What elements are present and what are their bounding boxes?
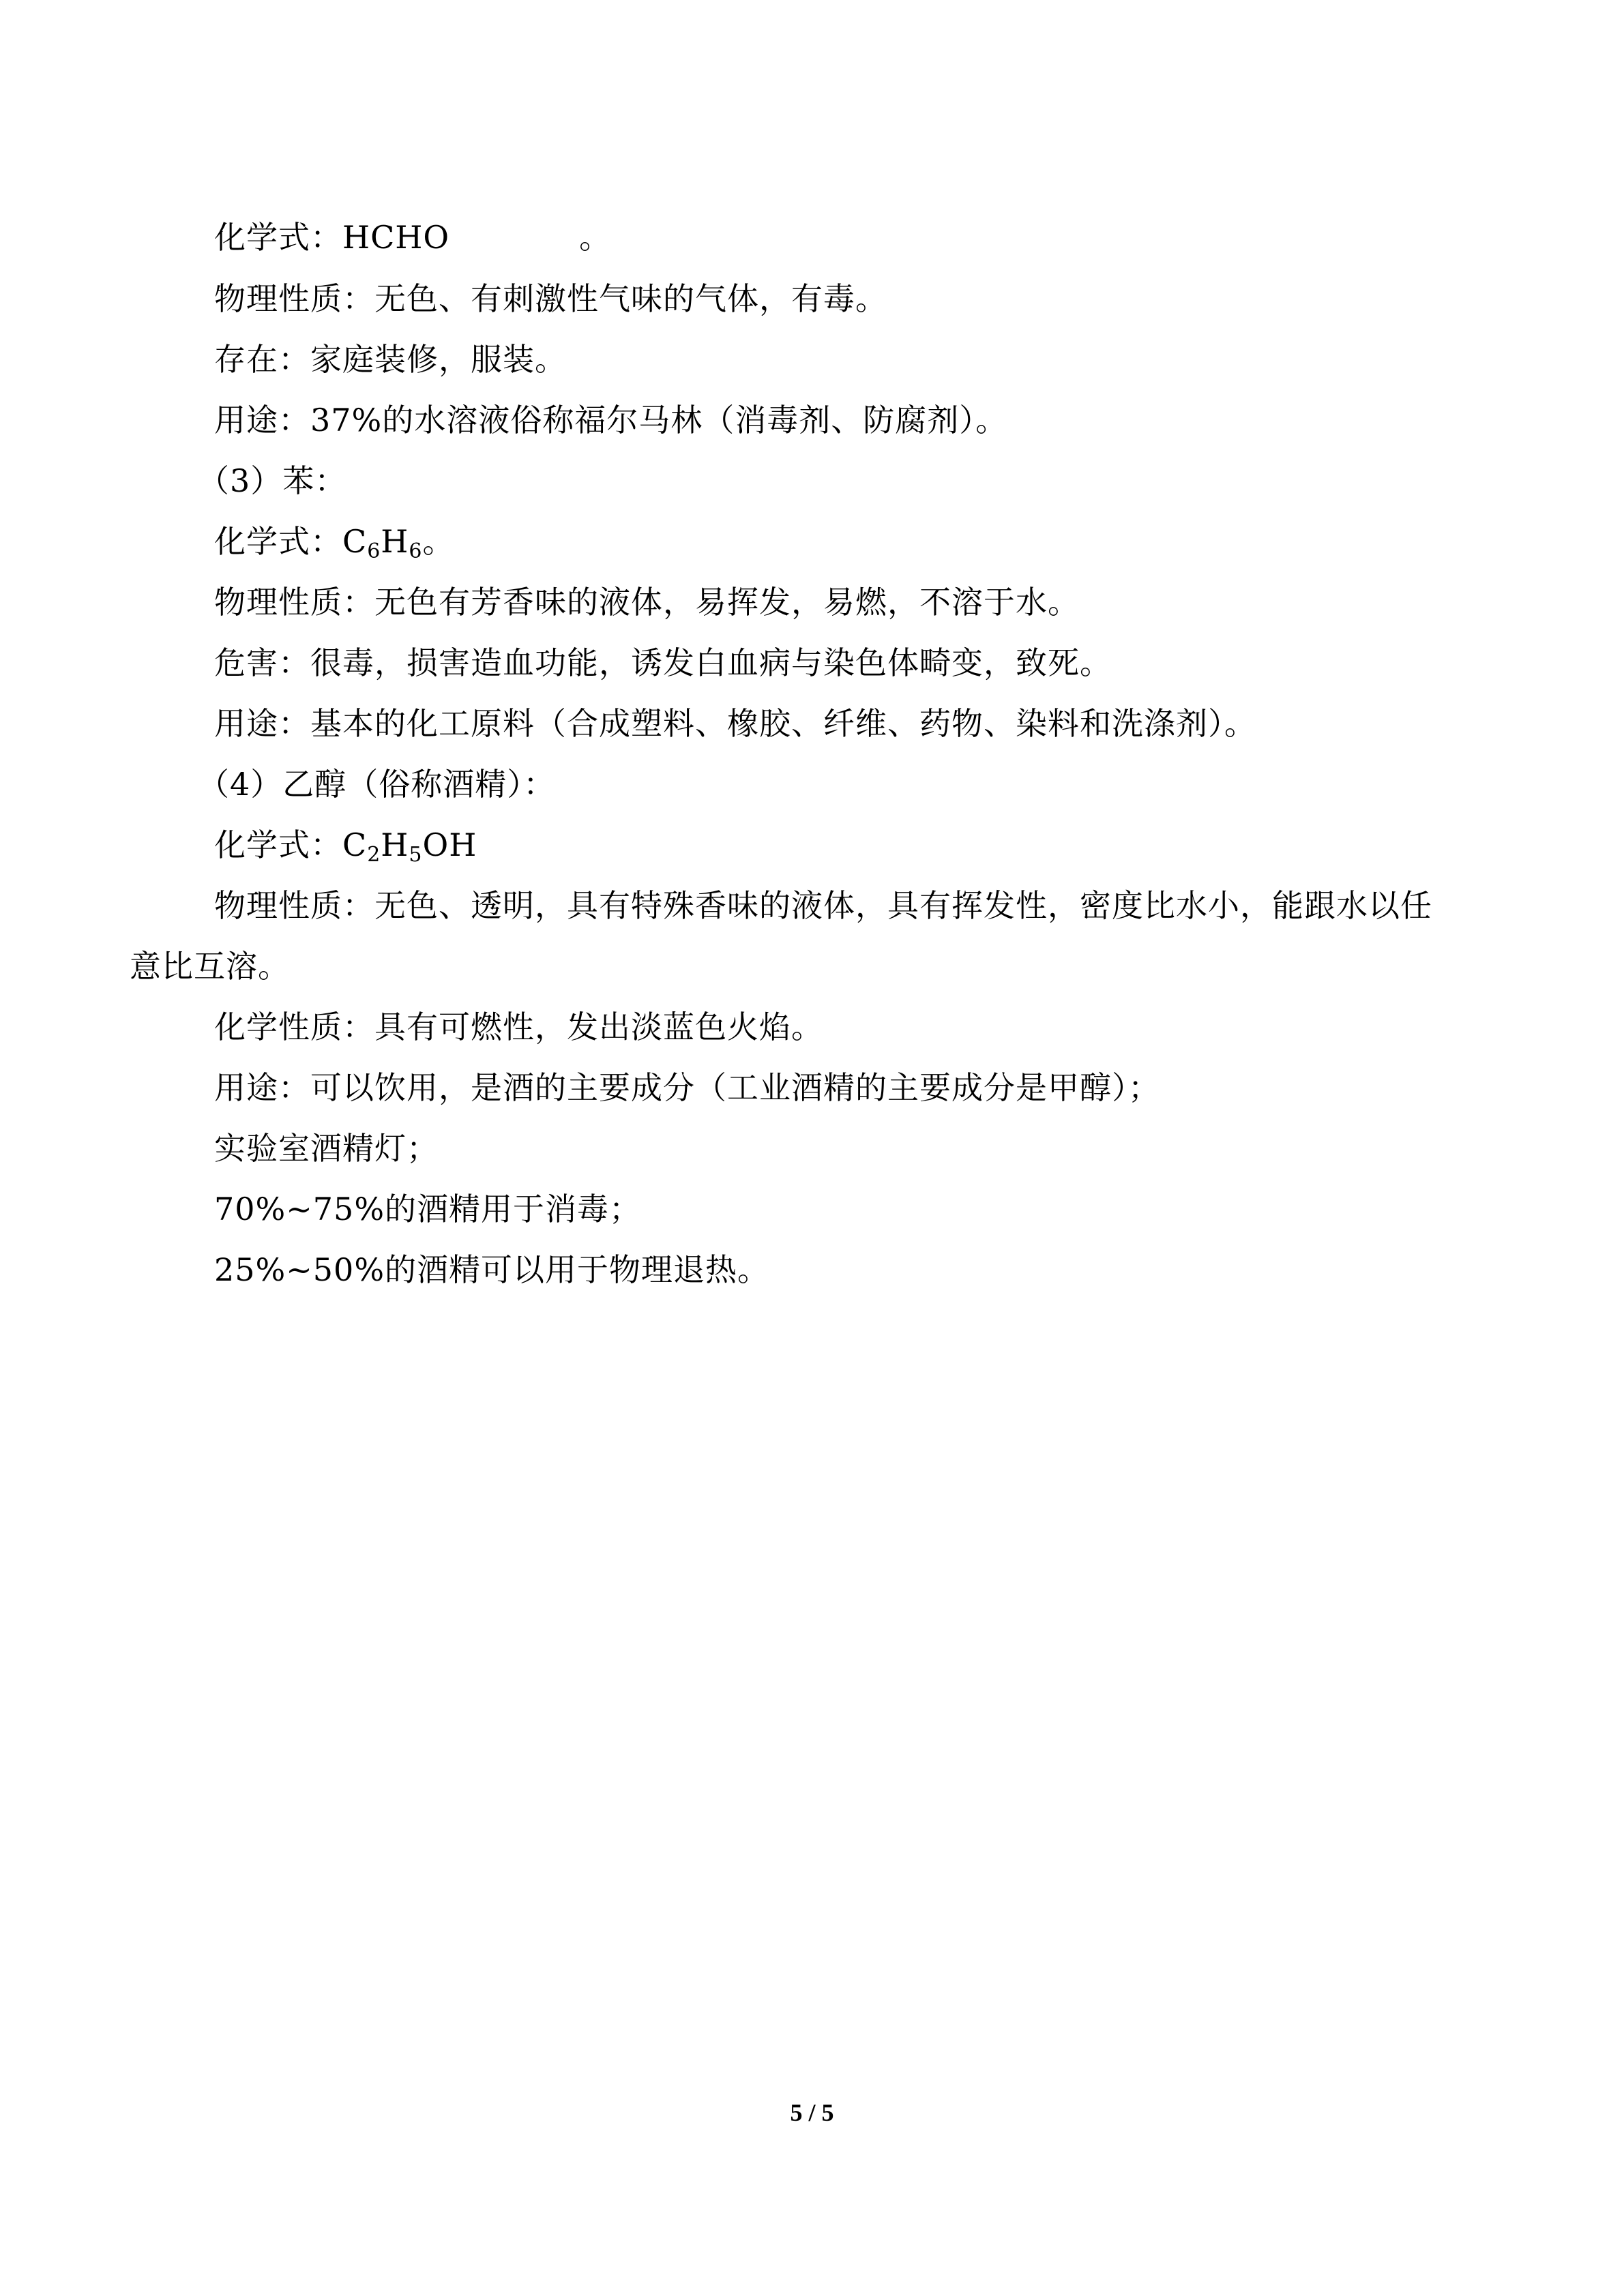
formaldehyde-occurrence: 存在：家庭装修，服装。 [214,341,567,378]
formula-value: HCHO [342,219,450,256]
ethanol-use-fever: 25%~50%的酒精可以用于物理退热。 [214,1251,770,1288]
benzene-hazards: 危害：很毒，损害造血功能，诱发白血病与染色体畸变，致死。 [214,644,1112,681]
formaldehyde-uses: 用途：37%的水溶液俗称福尔马林（消毒剂、防腐剂）。 [214,402,1008,438]
ethanol-physical-properties-continued: 意比互溶。 [130,948,290,985]
benzene-physical-properties: 物理性质：无色有芳香味的液体，易挥发，易燃，不溶于水。 [214,584,1080,621]
benzene-uses: 用途：基本的化工原料（合成塑料、橡胶、纤维、药物、染料和洗涤剂）。 [214,705,1256,742]
ethanol-use-lamp: 实验室酒精灯； [214,1130,439,1167]
page-number: 5 / 5 [790,2099,834,2126]
ethanol-uses: 用途：可以饮用，是酒的主要成分（工业酒精的主要成分是甲醇）； [214,1069,1160,1106]
formaldehyde-formula-line [214,217,611,258]
section-heading-ethanol: （4）乙醇（俗称酒精）： [198,766,556,803]
formula-end: 。 [579,219,612,256]
formula-label: 化学式： [214,826,342,863]
section-heading-benzene: （3）苯： [198,462,347,499]
ethanol-physical-properties: 物理性质：无色、透明，具有特殊香味的液体，具有挥发性，密度比水小，能跟水以任 [214,887,1432,924]
formula-label: 化学式： [214,523,342,560]
formaldehyde-physical-properties: 物理性质：无色、有刺激性气味的气体，有毒。 [214,280,887,317]
benzene-formula-line: 化学式：$C_6H_6$。 [214,523,455,563]
ethanol-chemical-properties: 化学性质：具有可燃性，发出淡蓝色火焰。 [214,1009,823,1045]
ethanol-formula-line: 化学式：$C_2H_5OH$ [214,826,477,867]
ethanol-use-disinfection: 70%~75%的酒精用于消毒； [214,1191,642,1227]
formula-label: 化学式： [214,219,342,256]
